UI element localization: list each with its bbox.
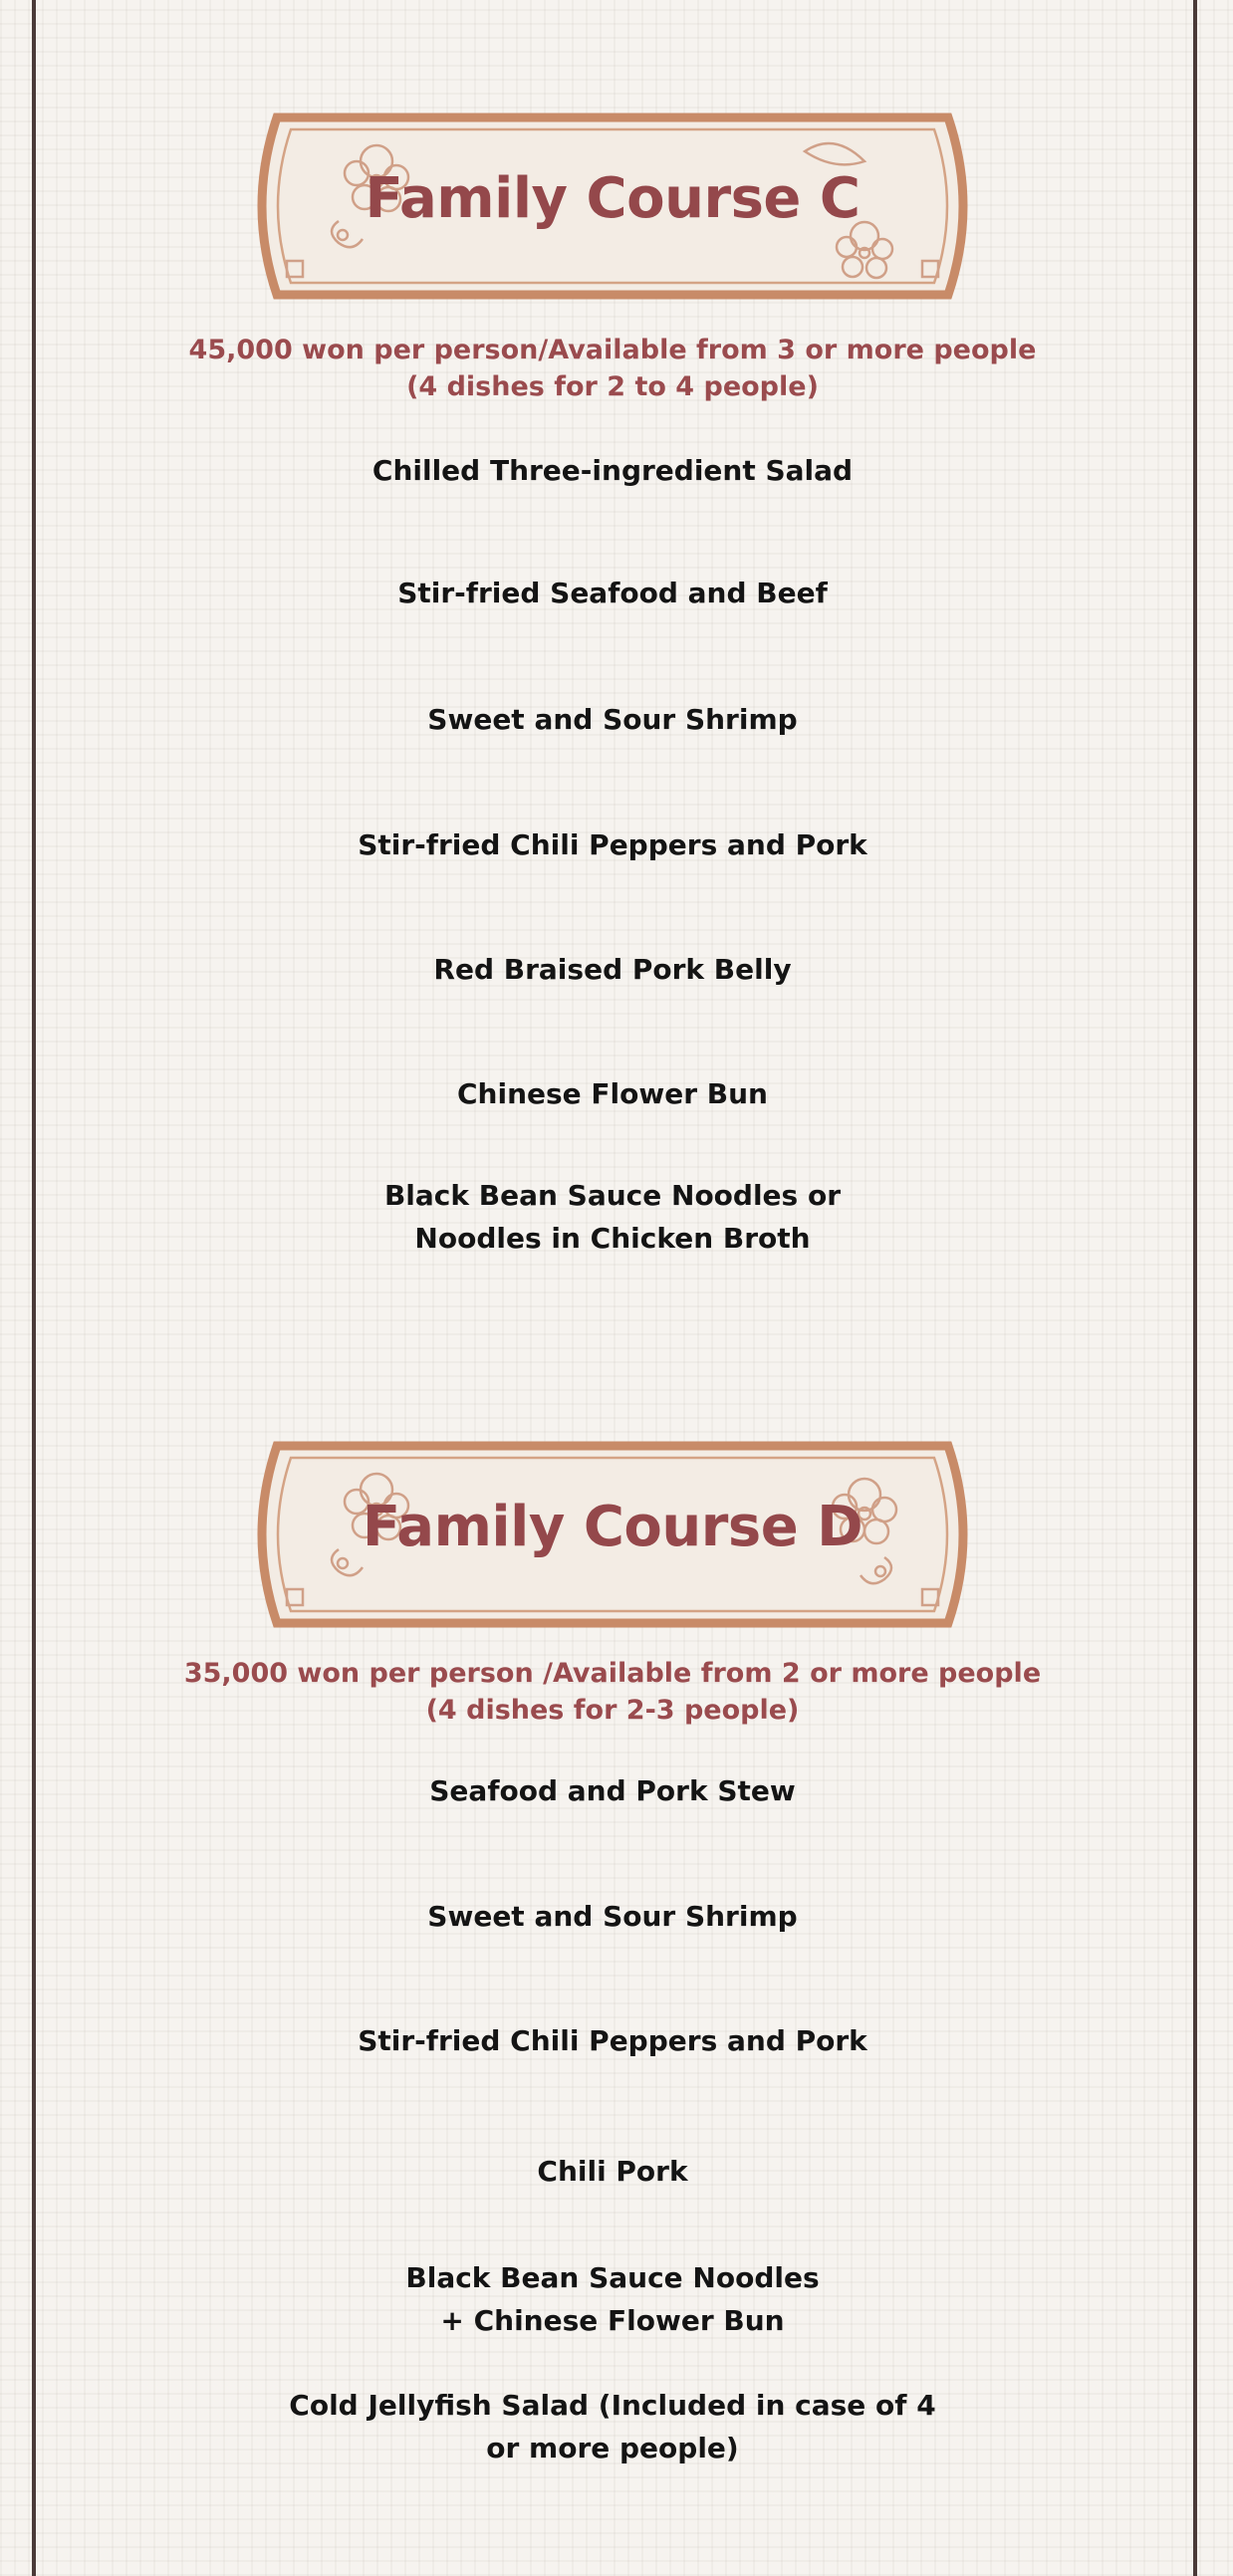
dish-name: or more people) [486,2432,739,2464]
price-line: (4 dishes for 2 to 4 people) [406,371,819,402]
dish-item [80,823,1145,866]
dish-name: Chinese Flower Bun [457,1077,768,1110]
dish-name: Sweet and Sour Shrimp [427,1900,798,1933]
price-line: 45,000 won per person/Available from 3 or more people [188,335,1037,365]
dish-item [80,698,1145,741]
dish-item [80,1895,1145,1938]
dish-item [80,948,1145,991]
dish-name: Chili Pork [537,2155,688,2188]
dish-item [80,2019,1145,2062]
dish-name: Black Bean Sauce Noodles [405,2261,820,2294]
dish-item [80,572,1145,614]
dish-item [80,449,1145,492]
dish-item [80,2384,1145,2469]
page-border-right [1193,0,1197,2576]
price-line: (4 dishes for 2-3 people) [425,1695,800,1726]
dish-item [80,1769,1145,1812]
course-price [80,332,1145,405]
course-title: Family Course D [362,1495,863,1559]
course-title: Family Course C [365,166,861,231]
dish-name: Chilled Three-ingredient Salad [371,454,854,487]
dish-name: Black Bean Sauce Noodles or [383,1179,842,1212]
dish-name: Red Braised Pork Belly [433,953,792,986]
dish-item [80,1174,1145,1260]
dish-item [80,1072,1145,1115]
course-c-banner [247,112,978,301]
dish-item [80,2150,1145,2193]
dish-name: + Chinese Flower Bun [440,2304,785,2337]
dish-name: Stir-fried Chili Peppers and Pork [358,2024,867,2057]
page-border-left [32,0,36,2576]
dish-name: Cold Jellyfish Salad (Included in case of 4 [289,2389,936,2422]
dish-item [80,2256,1145,2342]
dish-name: Stir-fried Seafood and Beef [397,577,828,609]
course-d-banner [247,1440,978,1629]
dish-name: Seafood and Pork Stew [429,1774,796,1807]
price-line: 35,000 won per person /Available from 2 or more people [183,1658,1042,1689]
dish-name: Noodles in Chicken Broth [414,1222,811,1255]
dish-name: Stir-fried Chili Peppers and Pork [358,828,867,861]
course-price [80,1655,1145,1729]
dish-name: Sweet and Sour Shrimp [427,703,798,736]
